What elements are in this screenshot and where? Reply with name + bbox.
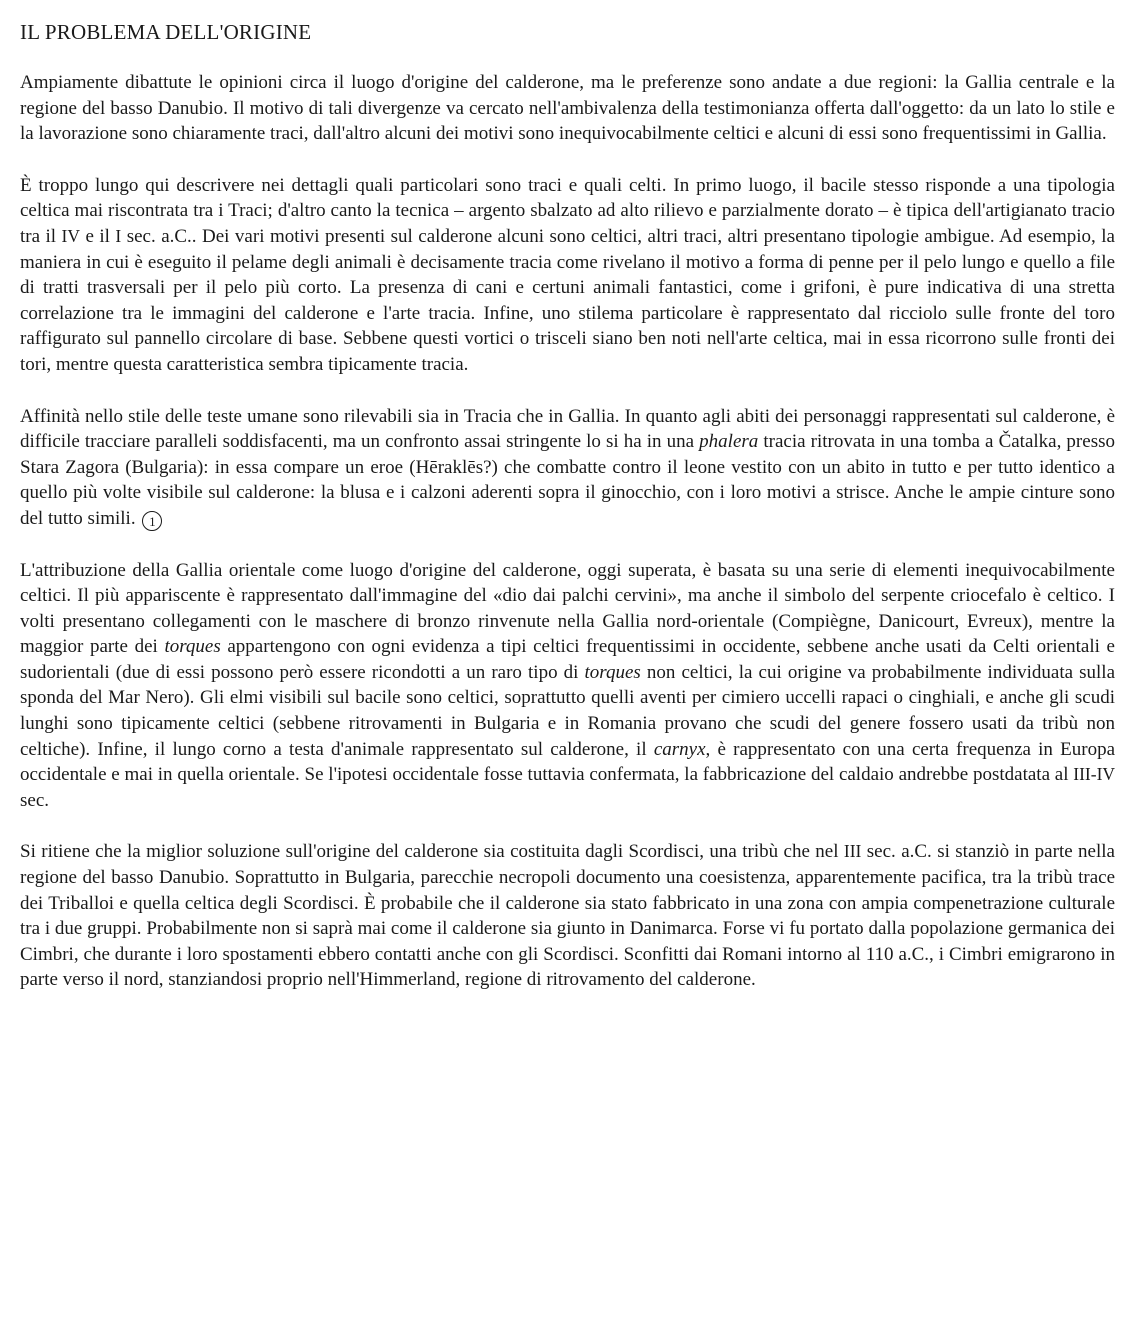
paragraph-4 bbox=[20, 558, 1115, 814]
page-title: IL PROBLEMA DELL'ORIGINE bbox=[20, 20, 312, 44]
century-numeral: III-IV bbox=[1073, 764, 1115, 785]
century-numeral: IV bbox=[61, 225, 80, 246]
paragraph-2-text-c: sec. a.C.. Dei vari motivi presenti sul calderone alcuni sono celtici, altri traci, altri presentano tipologie ambigue. Ad esempio, la maniera in cui è eseguito il pelame degli animali è decisamente tracia come rivelano il motivo a forma di penne per il pelo lungo e quello a file di tratti trasversali per il pelo più corto. La presenza di cani e certuni animali fantastici, come i grifoni, è pure indicativa di una stretta correlazione tra le immagini del calderone e l'arte tracia. Infine, uno stilema particolare è rappresentato dal ricciolo sulle fronte del toro raffigurato sul pannello circolare di base. Sebbene questi vortici o trisceli siano ben noti nell'arte celtica, mai in essa ricorrono sulle fronti dei tori, mentre questa caratteristica sembra tipicamente tracia. bbox=[20, 225, 1115, 375]
paragraph-5-text-a: Si ritiene che la miglior soluzione sull'origine del calderone sia costituita dagli Scordisci, una tribù che nel bbox=[20, 841, 844, 863]
italic-term: torques bbox=[584, 661, 641, 683]
paragraph-4-text-a: L'attribuzione della Gallia orientale come luogo d'origine del calderone, oggi superata, è basata su una serie di elementi inequivocabilmente celtici. Il più appariscente è rappresentato dall'immagine del «dio dai palchi cervini», ma anche il simbolo del serpente criocefalo è celtico. I volti presentano collegamenti con le maschere di bronzo rinvenute nella Gallia nord-orientale (Compiègne, Danicourt, Evreux), mentre la maggior parte dei bbox=[20, 559, 1115, 658]
italic-term: phalera bbox=[699, 431, 759, 453]
paragraph-4-text-d: , è rappresentato con una certa frequenza in Europa occidentale e mai in quella orientale. Se l'ipotesi occidentale fosse tuttavia confermata, la fabbricazione del caldaio andrebbe postdatata al bbox=[20, 738, 1115, 786]
paragraph-2 bbox=[20, 173, 1115, 378]
footnote-marker[interactable]: 1 bbox=[142, 511, 162, 531]
paragraph-3-text-b: tracia ritrovata in una tomba a Čatalka, presso Stara Zagora (Bulgaria): in essa compare un eroe (Hēraklēs?) che combatte contro il leone vestito con un abito in tutto e per tutto identico a quello più volte visibile sul calderone: la blusa e i calzoni aderenti sopra il ginocchio, con i loro motivi a strisce. Anche le ampie cinture sono del tutto simili. bbox=[20, 431, 1115, 529]
paragraph-1 bbox=[20, 70, 1115, 147]
paragraph-3-text-a: Affinità nello stile delle teste umane sono rilevabili sia in Tracia che in Gallia. In quanto agli abiti dei personaggi rappresentati sul calderone, è difficile tracciare paralleli soddisfacenti, ma un confronto assai stringente lo si ha in una bbox=[20, 405, 1115, 453]
italic-term: torques bbox=[164, 636, 221, 658]
document-page bbox=[20, 18, 1115, 993]
paragraph-3 bbox=[20, 404, 1115, 532]
paragraph-4-text-b: appartengono con ogni evidenza a tipi celtici frequentissimi in occidente, sebbene anche usati da Celti orientali e sudorientali (due di essi possono però essere ricondotti a un raro tipo di bbox=[20, 636, 1115, 683]
paragraph-4-text-e: sec. bbox=[20, 789, 50, 811]
century-numeral: I bbox=[115, 225, 122, 246]
paragraph-2-text-a: È troppo lungo qui descrivere nei dettagli quali particolari sono traci e quali celti. In primo luogo, il bacile stesso risponde a una tipologia celtica mai riscontrata tra i Traci; d'altro canto la tecnica – argento sbalzato ad alto rilievo e parzialmente dorato – è tipica dell'artigianato tracio tra il bbox=[20, 174, 1115, 247]
italic-term: carnyx bbox=[653, 738, 706, 760]
paragraph-2-text-b: e il bbox=[79, 225, 116, 247]
paragraph-5 bbox=[20, 839, 1115, 993]
paragraph-4-text-c: non celtici, la cui origine va probabilmente individuata sulla sponda del Mar Nero). Gli elmi visibili sul bacile sono celtici, soprattutto quelli aventi per cimiero uccelli rapaci o cinghiali, e anche gli scudi lunghi sono tipicamente celtici (sebbene ritrovamenti in Bulgaria e in Romania provano che scudi del genere fossero usati da tribù non celtiche). Infine, il lungo corno a testa d'animale rappresentato sul calderone, il bbox=[20, 661, 1116, 760]
century-numeral: III bbox=[843, 841, 862, 862]
paragraph-5-text-b: sec. a.C. si stanziò in parte nella regione del basso Danubio. Soprattutto in Bulgaria, parecchie necropoli documento una coesistenza, apparentemente pacifica, tra la tribù trace dei Triballoi e quella celtica degli Scordisci. È probabile che il calderone sia stato fabbricato in una zona con ampia compenetrazione culturale tra i due gruppi. Probabilmente non si saprà mai come il calderone sia giunto in Danimarca. Forse vi fu portato dalla popolazione germanica dei Cimbri, che durante i loro spostamenti ebbero contatti anche con gli Scordisci. Sconfitti dai Romani intorno al 110 a.C., i Cimbri emigrarono in parte verso il nord, stanziandosi proprio nell'Himmerland, regione di ritrovamento del calderone. bbox=[20, 841, 1115, 991]
paragraph-1-text: Ampiamente dibattute le opinioni circa il luogo d'origine del calderone, ma le preferenze sono andate a due regioni: la Gallia centrale e la regione del basso Danubio. Il motivo di tali divergenze va cercato nell'ambivalenza della testimonianza offerta dall'oggetto: da un lato lo stile e la lavorazione sono chiaramente traci, dall'altro alcuni dei motivi sono inequivocabilmente celtici e alcuni di essi sono frequentissimi in Gallia. bbox=[20, 72, 1115, 145]
